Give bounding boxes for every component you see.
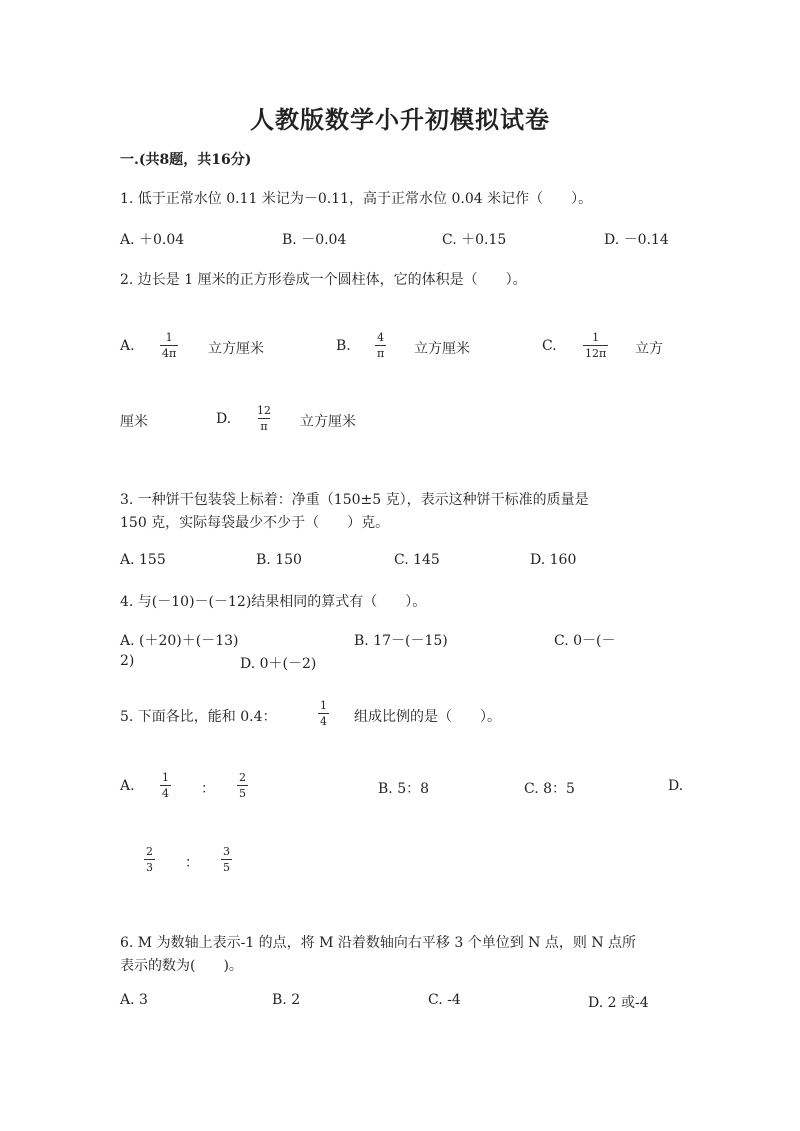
fraction-numerator: 2	[239, 771, 246, 784]
q2-option-a-fraction	[160, 332, 178, 359]
fraction-numerator: 12	[257, 404, 271, 417]
question-6-stem-line1: 6. M 为数轴上表示-1 的点，将 M 沿着数轴向右平移 3 个单位到 N 点，则 N 点所	[120, 935, 637, 951]
q4-option-a[interactable]: A. (＋20)＋(－13)	[120, 633, 239, 649]
question-6-stem-line2: 表示的数为( )。	[120, 958, 243, 974]
q3-option-d[interactable]: D. 160	[530, 552, 577, 568]
question-5-stem-fraction	[318, 700, 329, 727]
q1-option-d[interactable]: D. －0.14	[604, 232, 669, 248]
q3-option-b[interactable]: B. 150	[256, 552, 302, 568]
q2-option-c-unit-part1: 立方	[635, 341, 663, 357]
q6-option-b[interactable]: B. 2	[272, 992, 301, 1008]
q2-option-d-unit: 立方厘米	[300, 414, 356, 430]
q3-option-a[interactable]: A. 155	[120, 552, 166, 568]
q5-option-c[interactable]: C. 8：5	[524, 781, 575, 797]
q4-option-d[interactable]: D. 0＋(－2)	[240, 656, 317, 672]
fraction-denominator: 3	[146, 861, 153, 874]
question-4-stem: 4. 与(－10)－(－12)结果相同的算式有（ ）。	[120, 594, 427, 610]
fraction-numerator: 4	[377, 331, 385, 344]
q1-option-a[interactable]: A. ＋0.04	[120, 232, 185, 248]
fraction-numerator: 1	[165, 331, 173, 344]
fraction-denominator: 12π	[585, 347, 607, 360]
fraction-numerator: 1	[162, 771, 169, 784]
q5-option-a-label[interactable]: A.	[120, 778, 135, 794]
fraction-numerator: 1	[592, 331, 600, 344]
q5-option-a-fraction-left	[160, 772, 171, 799]
question-2-stem: 2. 边长是 1 厘米的正方形卷成一个圆柱体，它的体积是（ ）。	[120, 272, 527, 288]
fraction-denominator: 4	[320, 715, 327, 728]
fraction-numerator: 3	[223, 845, 230, 858]
q3-option-c[interactable]: C. 145	[394, 552, 440, 568]
q2-option-d-label[interactable]: D.	[216, 411, 232, 427]
q2-option-b-unit: 立方厘米	[414, 341, 470, 357]
q2-option-b-label[interactable]: B.	[336, 338, 351, 354]
fraction-denominator: 5	[223, 861, 230, 874]
q6-option-d[interactable]: D. 2 或-4	[588, 995, 649, 1011]
q5-option-a-fraction-right	[237, 772, 248, 799]
section-header: 一.(共8题，共16分)	[120, 152, 252, 168]
question-5-stem-before: 5. 下面各比，能和 0.4：	[120, 709, 277, 725]
question-3-stem-line2: 150 克，实际每袋最少不少于（ ）克。	[120, 515, 390, 531]
q5-option-d-fraction-left	[144, 846, 155, 873]
q2-option-c-unit-part2: 厘米	[120, 414, 148, 430]
q4-option-c-part2[interactable]: 2)	[120, 653, 135, 669]
fraction-denominator: 5	[239, 787, 246, 800]
fraction-numerator: 2	[146, 845, 153, 858]
q2-option-a-label[interactable]: A.	[120, 338, 135, 354]
q4-option-c-part1[interactable]: C. 0－(－	[554, 633, 616, 649]
q1-option-c[interactable]: C. ＋0.15	[442, 232, 507, 248]
question-3-stem-line1: 3. 一种饼干包装袋上标着：净重（150±5 克），表示这种饼干标准的质量是	[120, 492, 589, 508]
q5-option-d-label[interactable]: D.	[668, 778, 684, 794]
fraction-denominator: 4	[162, 787, 169, 800]
q6-option-c[interactable]: C. -4	[428, 992, 461, 1008]
q1-option-b[interactable]: B. －0.04	[282, 232, 347, 248]
q2-option-c-label[interactable]: C.	[542, 338, 557, 354]
q5-option-b[interactable]: B. 5：8	[378, 781, 430, 797]
question-5-stem-after: 组成比例的是（ ）。	[354, 709, 501, 725]
fraction-denominator: 4π	[162, 347, 177, 360]
q6-option-a[interactable]: A. 3	[120, 992, 148, 1008]
fraction-denominator: π	[260, 420, 268, 433]
page-title: 人教版数学小升初模拟试卷	[250, 105, 550, 134]
ratio-separator: ：	[201, 781, 215, 797]
q2-option-b-fraction	[375, 332, 386, 359]
question-1-stem: 1. 低于正常水位 0.11 米记为－0.11，高于正常水位 0.04 米记作（ ）。	[120, 191, 593, 207]
q2-option-d-fraction	[255, 405, 273, 432]
q4-option-b[interactable]: B. 17－(－15)	[354, 633, 448, 649]
ratio-separator: ：	[185, 855, 199, 871]
q2-option-a-unit: 立方厘米	[208, 341, 264, 357]
fraction-denominator: π	[377, 347, 385, 360]
fraction-numerator: 1	[320, 699, 327, 712]
q5-option-d-fraction-right	[221, 846, 232, 873]
q2-option-c-fraction	[583, 332, 608, 359]
